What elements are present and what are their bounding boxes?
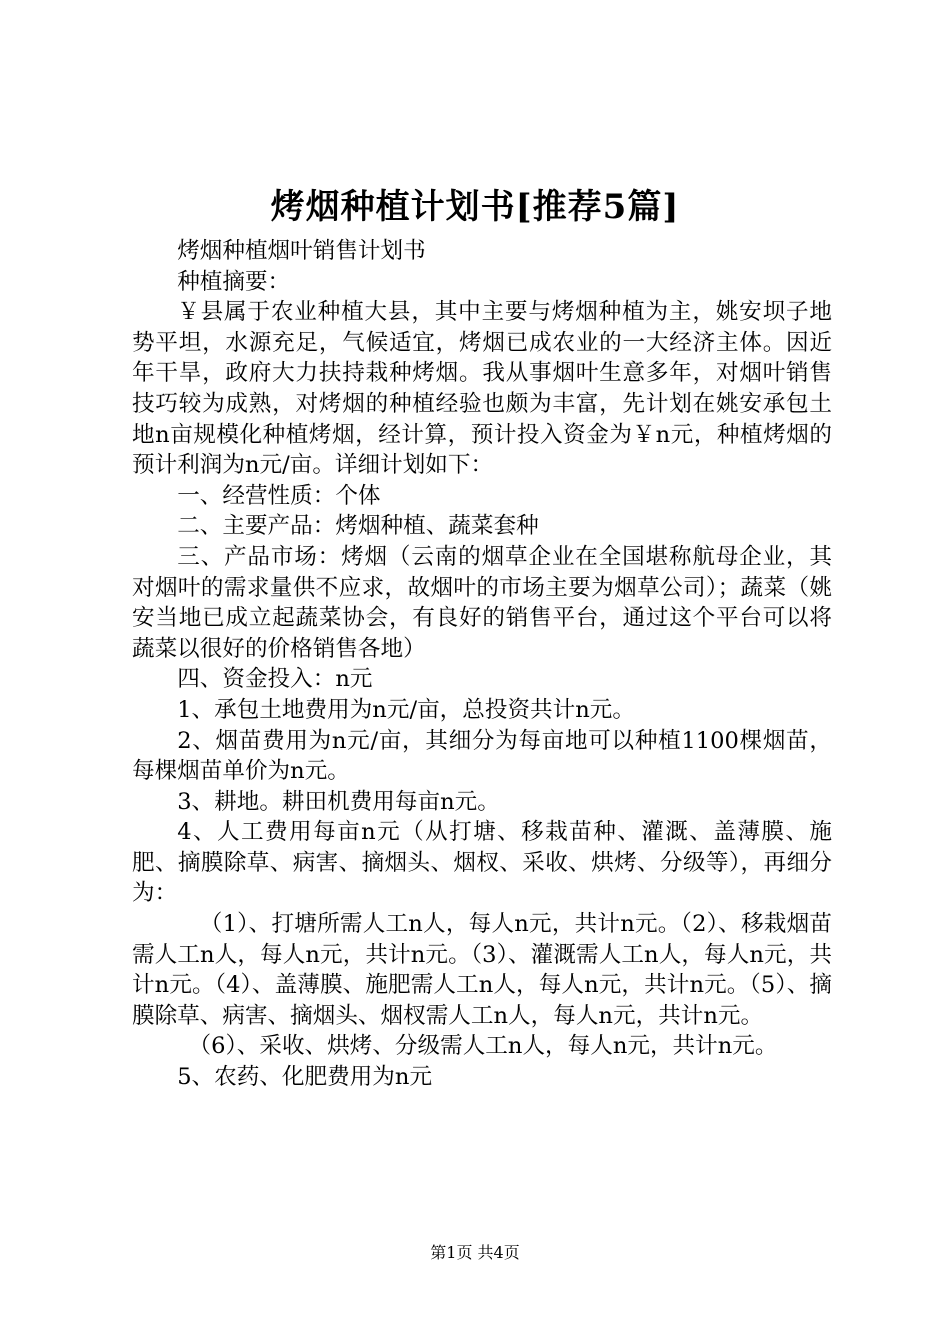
document-title: 烤烟种植计划书[推荐5篇]	[270, 187, 680, 227]
summary-paragraph: ￥县属于农业种植大县，其中主要与烤烟种植为主，姚安坝子地势平坦，水源充足，气候适宜，烤烟已成农业的一大经济主体。因近年干旱，政府大力扶持栽种烤烟。我从事烟叶生意多年，对烟叶销售技巧较为成熟，对烤烟的种植经验也颇为丰富，先计划在姚安承包土地n亩规模化种植烤烟，经计算，预计投入资金为￥n元，种植烤烟的预计利润为n元/亩。详细计划如下：	[132, 299, 832, 479]
item-seedling-cost: 2、烟苗费用为n元/亩，其细分为每亩地可以种植1100棵烟苗，每棵烟苗单价为n元。	[132, 727, 832, 785]
section-business-nature: 一、经营性质：个体	[177, 482, 381, 509]
section-product-market: 三、产品市场：烤烟（云南的烟草企业在全国堪称航母企业，其对烟叶的需求量供不应求，故烟叶的市场主要为烟草公司）；蔬菜（姚安当地已成立起蔬菜协会，有良好的销售平台，通过这个平台可以将蔬菜以很好的价格销售各地）	[132, 543, 832, 662]
item-pesticide-fertilizer-cost: 5、农药、化肥费用为n元	[177, 1064, 433, 1091]
summary-heading: 种植摘要：	[177, 268, 291, 295]
section-main-products: 二、主要产品：烤烟种植、蔬菜套种	[177, 513, 539, 540]
subtitle-paragraph: 烤烟种植烟叶销售计划书	[177, 238, 426, 264]
section-capital-investment: 四、资金投入：n元	[177, 666, 373, 693]
item-tillage-cost: 3、耕地。耕田机费用每亩n元。	[177, 788, 500, 815]
document-body	[132, 236, 832, 1093]
item-land-lease-cost: 1、承包土地费用为n元/亩，总投资共计n元。	[177, 696, 635, 723]
labor-breakdown-paragraph: （1）、打塘所需人工n人，每人n元，共计n元。（2）、移栽烟苗需人工n人，每人n元，共计n元。（3）、灌溉需人工n人，每人n元，共计n元。（4）、盖薄膜、施肥需人工n人，每人n元，共计n元。（5）、摘膜除草、病害、摘烟头、烟杈需人工n人，每人n元，共计n元。	[132, 911, 832, 1029]
labor-breakdown-harvest: （6）、采收、烘烤、分级需人工n人，每人n元，共计n元。	[188, 1033, 778, 1060]
item-labor-cost: 4、人工费用每亩n元（从打塘、移栽苗种、灌溉、盖薄膜、施肥、摘膜除草、病害、摘烟头、烟杈、采收、烘烤、分级等），再细分为：	[132, 819, 832, 907]
page-footer: 第1页 共4页	[430, 1243, 520, 1262]
